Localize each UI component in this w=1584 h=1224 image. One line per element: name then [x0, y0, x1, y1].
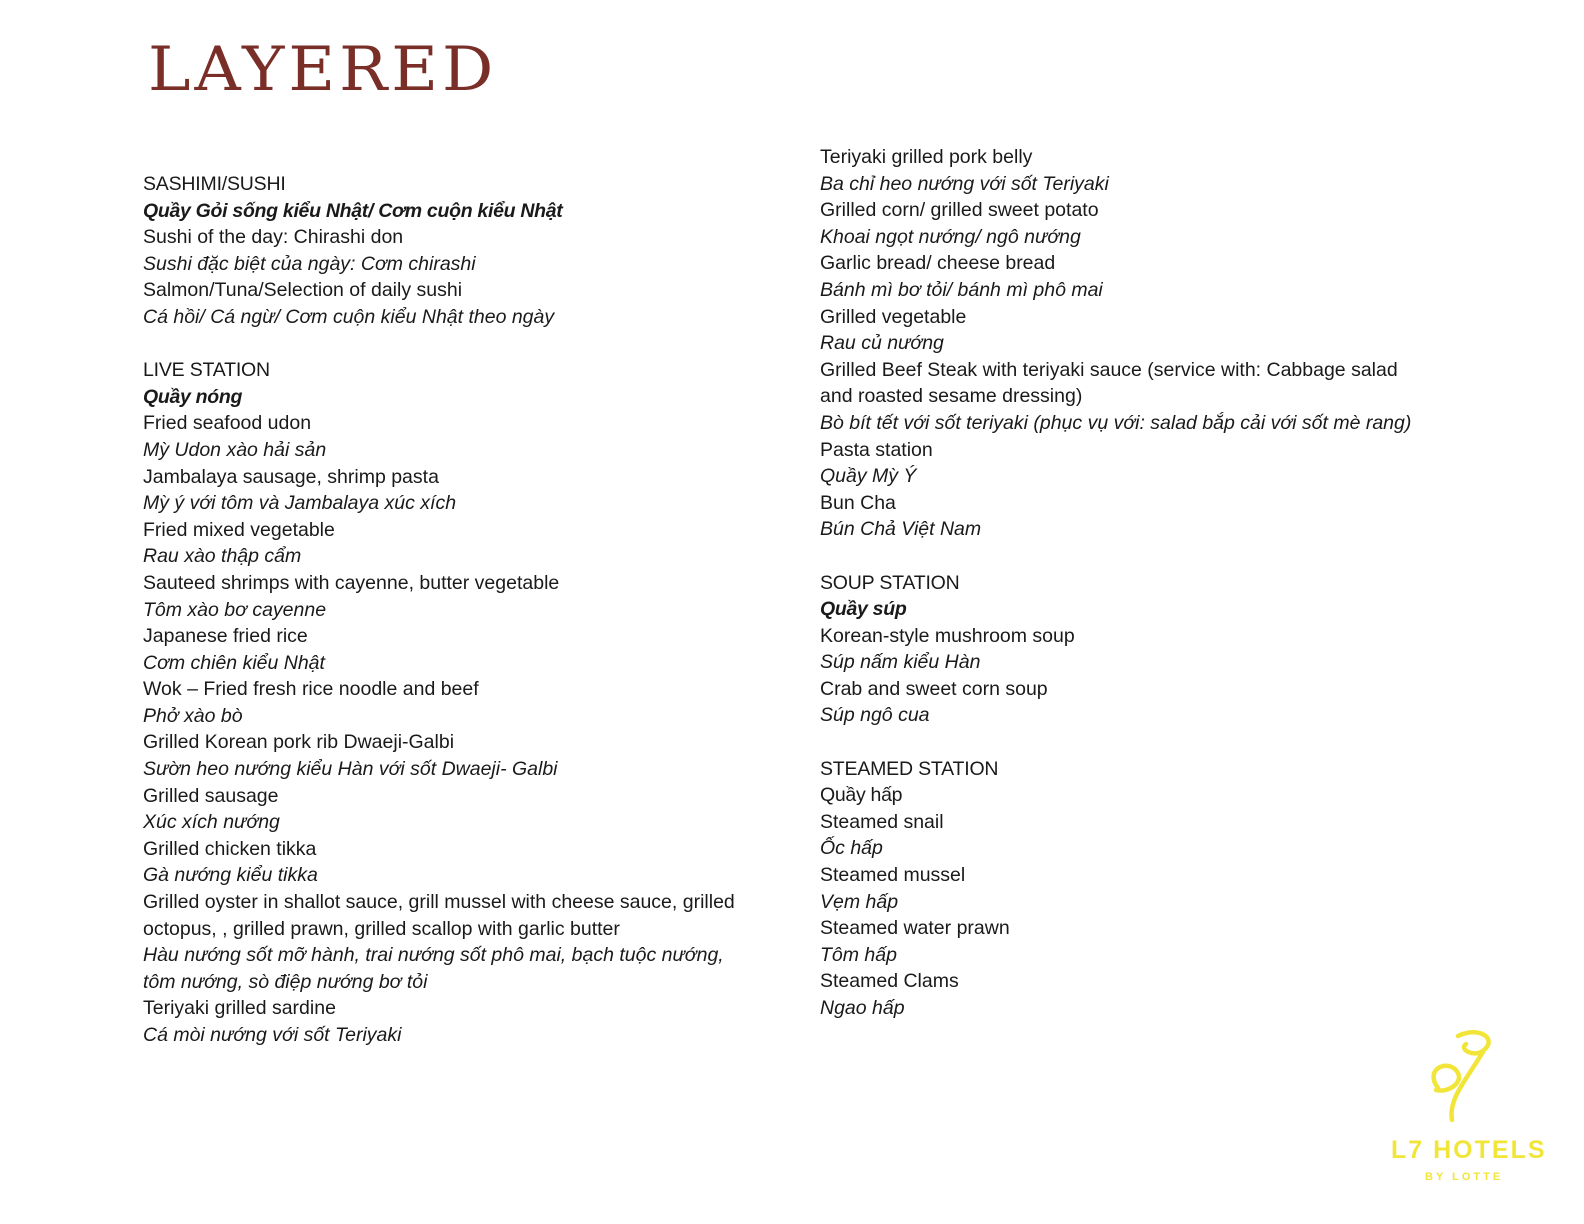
menu-item-english: Sauteed shrimps with cayenne, butter vegetable	[143, 571, 560, 594]
menu-item-english: octopus, , grilled prawn, grilled scallop with garlic butter	[143, 917, 620, 940]
menu-item-vietnamese: Khoai ngọt nướng/ ngô nướng	[820, 225, 1081, 248]
menu-item-english: Grilled corn/ grilled sweet potato	[820, 199, 1099, 222]
section-subheading: Quầy Gỏi sống kiểu Nhật/ Cơm cuộn kiểu Nhật	[143, 199, 563, 222]
section-subheading: Quầy hấp	[820, 784, 903, 807]
menu-item-vietnamese: Súp nấm kiểu Hàn	[820, 651, 981, 674]
menu-item-vietnamese: Xúc xích nướng	[143, 811, 280, 834]
section-subheading: Quầy súp	[820, 598, 907, 621]
menu-item-vietnamese: Cá hồi/ Cá ngừ/ Cơm cuộn kiểu Nhật theo ngày	[143, 305, 555, 328]
menu-item-english: Steamed snail	[820, 810, 944, 833]
menu-item-english: Jambalaya sausage, shrimp pasta	[143, 465, 439, 488]
menu-item-vietnamese: Phở xào bò	[143, 704, 243, 727]
menu-item-vietnamese: Rau xào thập cẩm	[143, 545, 302, 568]
section-heading: STEAMED STATION	[820, 757, 999, 780]
menu-item-vietnamese: Bánh mì bơ tỏi/ bánh mì phô mai	[820, 278, 1103, 301]
menu-item-vietnamese: Cơm chiên kiểu Nhật	[143, 651, 325, 674]
menu-item-english: Steamed Clams	[820, 970, 959, 993]
menu-item-vietnamese: Tôm xào bơ cayenne	[143, 598, 327, 621]
menu-item-english: Steamed mussel	[820, 864, 966, 887]
menu-item-english: Japanese fried rice	[143, 625, 308, 648]
menu-item-english: Steamed water prawn	[820, 917, 1010, 940]
menu-column-right	[820, 144, 1440, 1022]
menu-item-vietnamese: Rau củ nướng	[820, 332, 944, 355]
menu-item-vietnamese: Mỳ Udon xào hải sản	[143, 438, 327, 461]
menu-item-english: Grilled sausage	[143, 784, 279, 807]
menu-item-vietnamese: Ba chỉ heo nướng với sốt Teriyaki	[820, 172, 1109, 195]
menu-item-vietnamese: Sushi đặc biệt của ngày: Cơm chirashi	[143, 252, 476, 275]
menu-item-vietnamese: Hàu nướng sốt mỡ hành, trai nướng sốt phô mai, bạch tuộc nướng,	[143, 944, 724, 967]
menu-item-english: Fried mixed vegetable	[143, 518, 335, 541]
menu-item-vietnamese: Sườn heo nướng kiểu Hàn với sốt Dwaeji- Galbi	[143, 758, 558, 781]
menu-item-english: Grilled vegetable	[820, 305, 967, 328]
section-spacer	[143, 331, 863, 358]
menu-item-english: Fried seafood udon	[143, 412, 312, 435]
menu-item-vietnamese: Cá mòi nướng với sốt Teriyaki	[143, 1024, 402, 1046]
brand-title: LAYERED	[148, 34, 498, 106]
logo-name: L7 HOTELS	[1391, 1136, 1547, 1164]
menu-item-vietnamese: Tôm hấp	[820, 943, 897, 966]
section-heading: LIVE STATION	[143, 359, 270, 382]
menu-column-left	[143, 171, 863, 1049]
menu-item-vietnamese: Quầy Mỳ Ý	[820, 465, 917, 488]
logo-subtitle: BY LOTTE	[1425, 1171, 1504, 1183]
section-heading: SASHIMI/SUSHI	[143, 173, 286, 195]
menu-item-vietnamese: tôm nướng, sò điệp nướng bơ tỏi	[143, 970, 428, 993]
menu-item-vietnamese: Vẹm hấp	[820, 890, 899, 913]
menu-item-english: Crab and sweet corn soup	[820, 677, 1048, 700]
menu-item-english: Garlic bread/ cheese bread	[820, 252, 1056, 275]
menu-item-english: Teriyaki grilled pork belly	[820, 146, 1033, 168]
menu-item-english: Wok – Fried fresh rice noodle and beef	[143, 678, 479, 701]
menu-item-english: Grilled oyster in shallot sauce, grill mussel with cheese sauce, grilled	[143, 891, 735, 914]
menu-item-english: Grilled chicken tikka	[143, 837, 317, 860]
menu-item-english: Salmon/Tuna/Selection of daily sushi	[143, 279, 463, 302]
menu-item-vietnamese: Ốc hấp	[820, 837, 883, 860]
menu-item-english: Grilled Korean pork rib Dwaeji-Galbi	[143, 731, 455, 754]
menu-item-english: Grilled Beef Steak with teriyaki sauce (service with: Cabbage salad	[820, 358, 1398, 381]
menu-item-vietnamese: Gà nướng kiểu tikka	[143, 864, 318, 887]
menu-item-english: Bun Cha	[820, 491, 896, 514]
menu-item-vietnamese: Mỳ ý với tôm và Jambalaya xúc xích	[143, 492, 457, 515]
menu-item-vietnamese: Súp ngô cua	[820, 704, 930, 727]
menu-item-english: Teriyaki grilled sardine	[143, 997, 336, 1020]
menu-item-vietnamese: Bò bít tết với sốt teriyaki (phục vụ với: salad bắp cải với sốt mè rang)	[820, 411, 1412, 434]
menu-item-english: and roasted sesame dressing)	[820, 385, 1083, 408]
section-subheading: Quầy nóng	[143, 385, 243, 408]
menu-item-english: Pasta station	[820, 438, 933, 461]
menu-item-english: Sushi of the day: Chirashi don	[143, 226, 404, 249]
section-spacer	[820, 543, 1440, 570]
menu-item-vietnamese: Bún Chả Việt Nam	[820, 518, 982, 541]
menu-item-english: Korean-style mushroom soup	[820, 624, 1075, 647]
section-spacer	[820, 729, 1440, 756]
menu-item-vietnamese: Ngao hấp	[820, 997, 905, 1019]
section-heading: SOUP STATION	[820, 571, 960, 594]
